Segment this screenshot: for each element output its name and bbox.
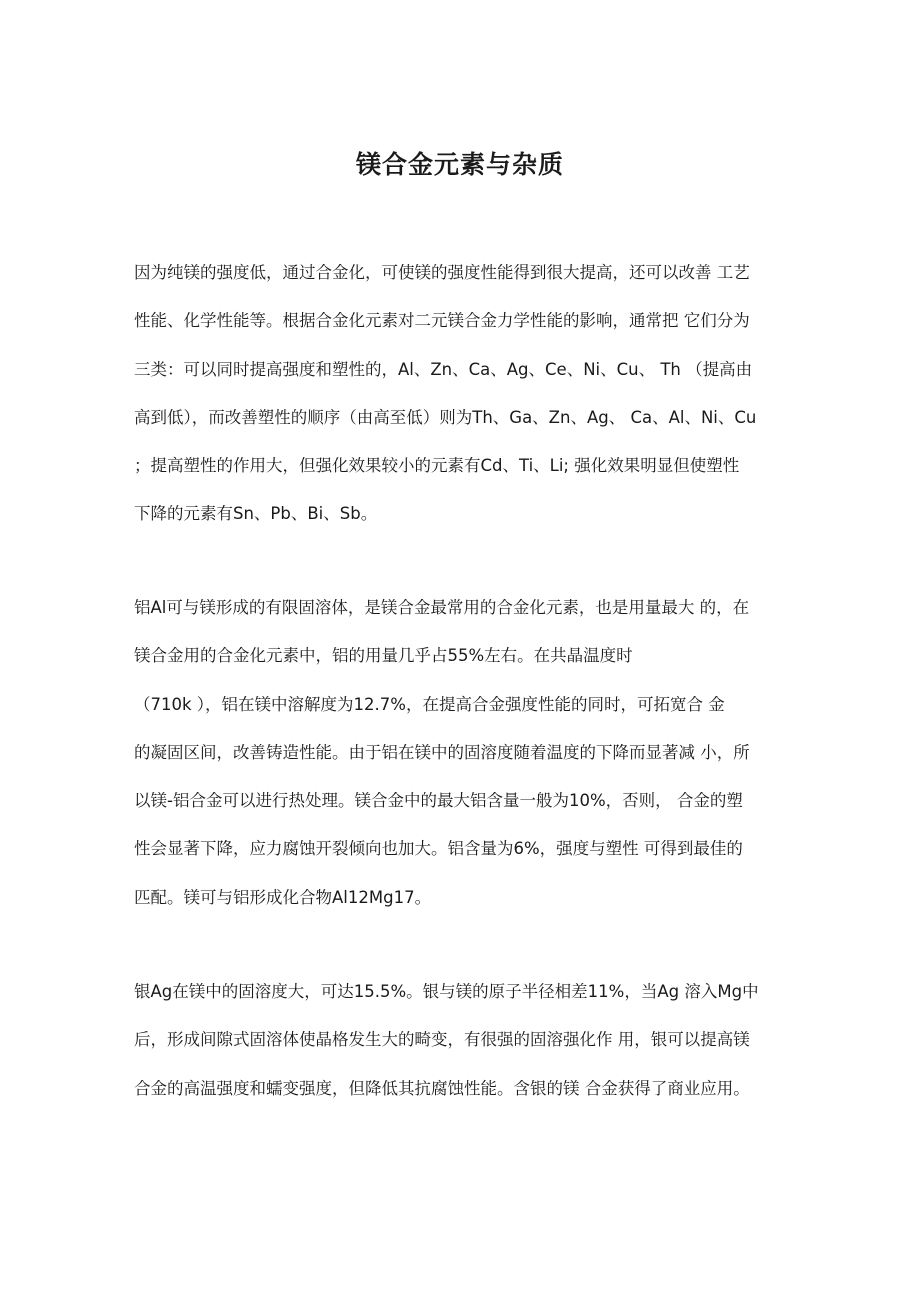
paragraph-line: 性能、化学性能等。根据合金化元素对二元镁合金力学性能的影响，通常把 它们分为 bbox=[134, 311, 750, 331]
paragraph-line: 以镁-铝合金可以进行热处理。镁合金中的最大铝含量一般为10%，否则， 合金的塑 bbox=[134, 791, 743, 811]
paragraph-line: 三类：可以同时提高强度和塑性的，Al、Zn、Ca、Ag、Ce、Ni、Cu、 Th （提高由 bbox=[134, 359, 753, 379]
paragraph-alloying-overview bbox=[134, 249, 794, 539]
paragraph-line: 高到低），而改善塑性的顺序（由高至低）则为Th、Ga、Zn、Ag、 Ca、Al、Ni、Cu bbox=[134, 407, 757, 427]
paragraph-silver bbox=[134, 968, 794, 1113]
paragraph-line: 后，形成间隙式固溶体使晶格发生大的畸变，有很强的固溶强化作 用，银可以提高镁 bbox=[134, 1030, 750, 1050]
paragraph-line: 因为纯镁的强度低，通过合金化，可使镁的强度性能得到很大提高，还可以改善 工艺 bbox=[134, 263, 750, 282]
paragraph-line: 合金的高温强度和蠕变强度，但降低其抗腐蚀性能。含银的镁 合金获得了商业应用。 bbox=[134, 1078, 750, 1098]
paragraph-line: 镁合金用的合金化元素中，铝的用量几乎占55%左右。在共晶温度时 bbox=[134, 646, 633, 666]
paragraph-line: 铝Al可与镁形成的有限固溶体，是镁合金最常用的合金化元素，也是用量最大 的，在 bbox=[134, 598, 750, 617]
paragraph-line: 下降的元素有Sn、Pb、Bi、Sb。 bbox=[134, 504, 378, 524]
paragraph-line: ；提高塑性的作用大，但强化效果较小的元素有Cd、Ti、Li; 强化效果明显但使塑性 bbox=[134, 456, 740, 476]
paragraph-line: （710k ），铝在镁中溶解度为12.7%，在提高合金强度性能的同时，可拓宽合 金 bbox=[134, 694, 725, 714]
paragraph-line: 银Ag在镁中的固溶度大，可达15.5%。银与镁的原子半径相差11%，当Ag 溶入Mg中 bbox=[134, 982, 759, 1001]
paragraph-line: 性会显著下降，应力腐蚀开裂倾向也加大。铝含量为6%，强度与塑性 可得到最佳的 bbox=[134, 839, 743, 859]
paragraph-line: 匹配。镁可与铝形成化合物Al12Mg17。 bbox=[134, 887, 432, 907]
document-title: 镁合金元素与杂质 bbox=[355, 150, 564, 179]
paragraph-aluminum bbox=[134, 584, 794, 922]
paragraph-line: 的凝固区间，改善铸造性能。由于铝在镁中的固溶度随着温度的下降而显著减 小，所 bbox=[134, 742, 750, 762]
